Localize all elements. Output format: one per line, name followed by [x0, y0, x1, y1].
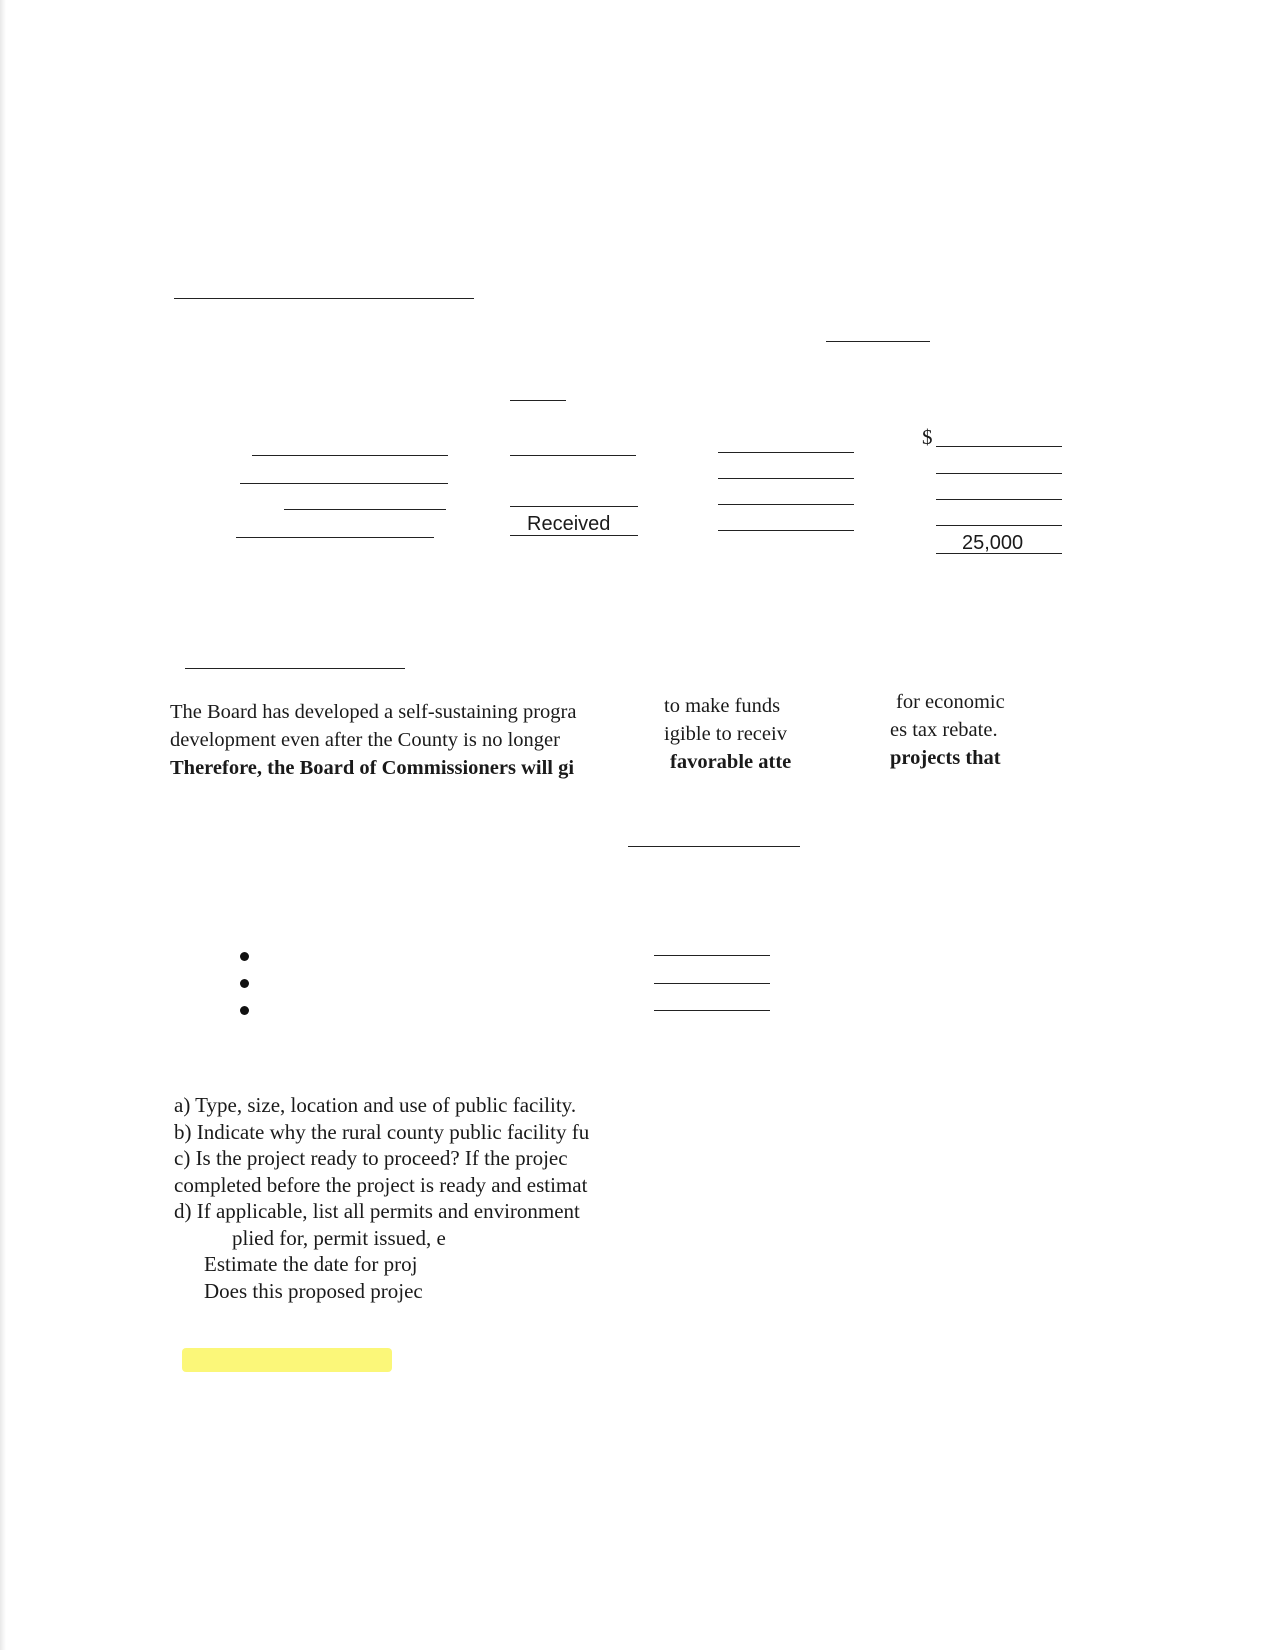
blank-line-top	[174, 298, 474, 299]
scan-edge	[0, 0, 6, 1650]
blank-line-amount-total	[936, 553, 1062, 554]
blank-line-col3-row1	[718, 452, 854, 453]
paragraph-col1-line2: development even after the County is no longer	[170, 729, 560, 751]
checklist-line-3	[654, 1010, 770, 1011]
blank-line-col2-row1	[510, 455, 636, 456]
requirement-d-line2: plied for, permit issued, e	[232, 1225, 446, 1250]
blank-line-col3-row3	[718, 504, 854, 505]
checklist-line-2	[654, 983, 770, 984]
blank-line-section-3	[628, 846, 800, 847]
checklist-line-1	[654, 955, 770, 956]
paragraph-col1-line3: Therefore, the Board of Commissioners will gi	[170, 757, 575, 779]
paragraph-col2-line1: to make funds	[664, 695, 781, 717]
blank-line-col1-row3	[284, 509, 446, 510]
blank-line-section-2	[185, 668, 405, 669]
blank-line-col3-row4	[718, 530, 854, 531]
blank-line-col1-row4	[236, 537, 434, 538]
blank-line-col1-row2	[240, 483, 448, 484]
blank-line-col2-row3	[510, 506, 638, 507]
blank-line-col2-row4	[510, 535, 638, 536]
dollar-sign: $	[922, 425, 933, 449]
requirement-c-continued: completed before the project is ready and estimat	[174, 1172, 588, 1197]
paragraph-col1	[170, 698, 576, 782]
paragraph-col2-line3: favorable atte	[670, 751, 792, 773]
checklist-bullet-3	[240, 1006, 249, 1015]
blank-line-short-right	[826, 341, 930, 342]
requirement-b: b) Indicate why the rural county public facility fu	[174, 1119, 590, 1144]
blank-line-col1-row1	[252, 455, 448, 456]
blank-line-amount-row3	[936, 499, 1062, 500]
blank-line-amount-row4	[936, 525, 1062, 526]
blank-line-column-header	[510, 400, 566, 401]
received-label: Received	[527, 513, 611, 535]
paragraph-col3-line3: projects that	[890, 747, 1001, 769]
checklist-bullet-1	[240, 952, 249, 961]
blank-line-amount-row1	[936, 446, 1062, 447]
requirement-d: d) If applicable, list all permits and environment	[174, 1199, 580, 1223]
paragraph-col2-line2: igible to receiv	[664, 723, 787, 745]
paragraph-col3	[890, 688, 1005, 772]
highlight-mark	[182, 1348, 392, 1372]
amount-total: 25,000	[962, 532, 1024, 554]
requirement-a: a) Type, size, location and use of public facility.	[174, 1093, 577, 1117]
requirements-list	[174, 1092, 589, 1304]
blank-line-col3-row2	[718, 478, 854, 479]
paragraph-col3-line1: for economic	[896, 691, 1005, 713]
blank-line-amount-row2	[936, 473, 1062, 474]
requirement-c: c) Is the project ready to proceed? If the projec	[174, 1146, 568, 1170]
checklist-bullet-2	[240, 979, 249, 988]
paragraph-col3-line2: es tax rebate.	[890, 719, 998, 741]
requirement-d-line3: Estimate the date for proj	[204, 1252, 418, 1276]
paragraph-col2	[664, 692, 791, 776]
paragraph-col1-line1: The Board has developed a self-sustaining progra	[170, 701, 577, 723]
requirement-d-line4: Does this proposed projec	[204, 1278, 423, 1303]
